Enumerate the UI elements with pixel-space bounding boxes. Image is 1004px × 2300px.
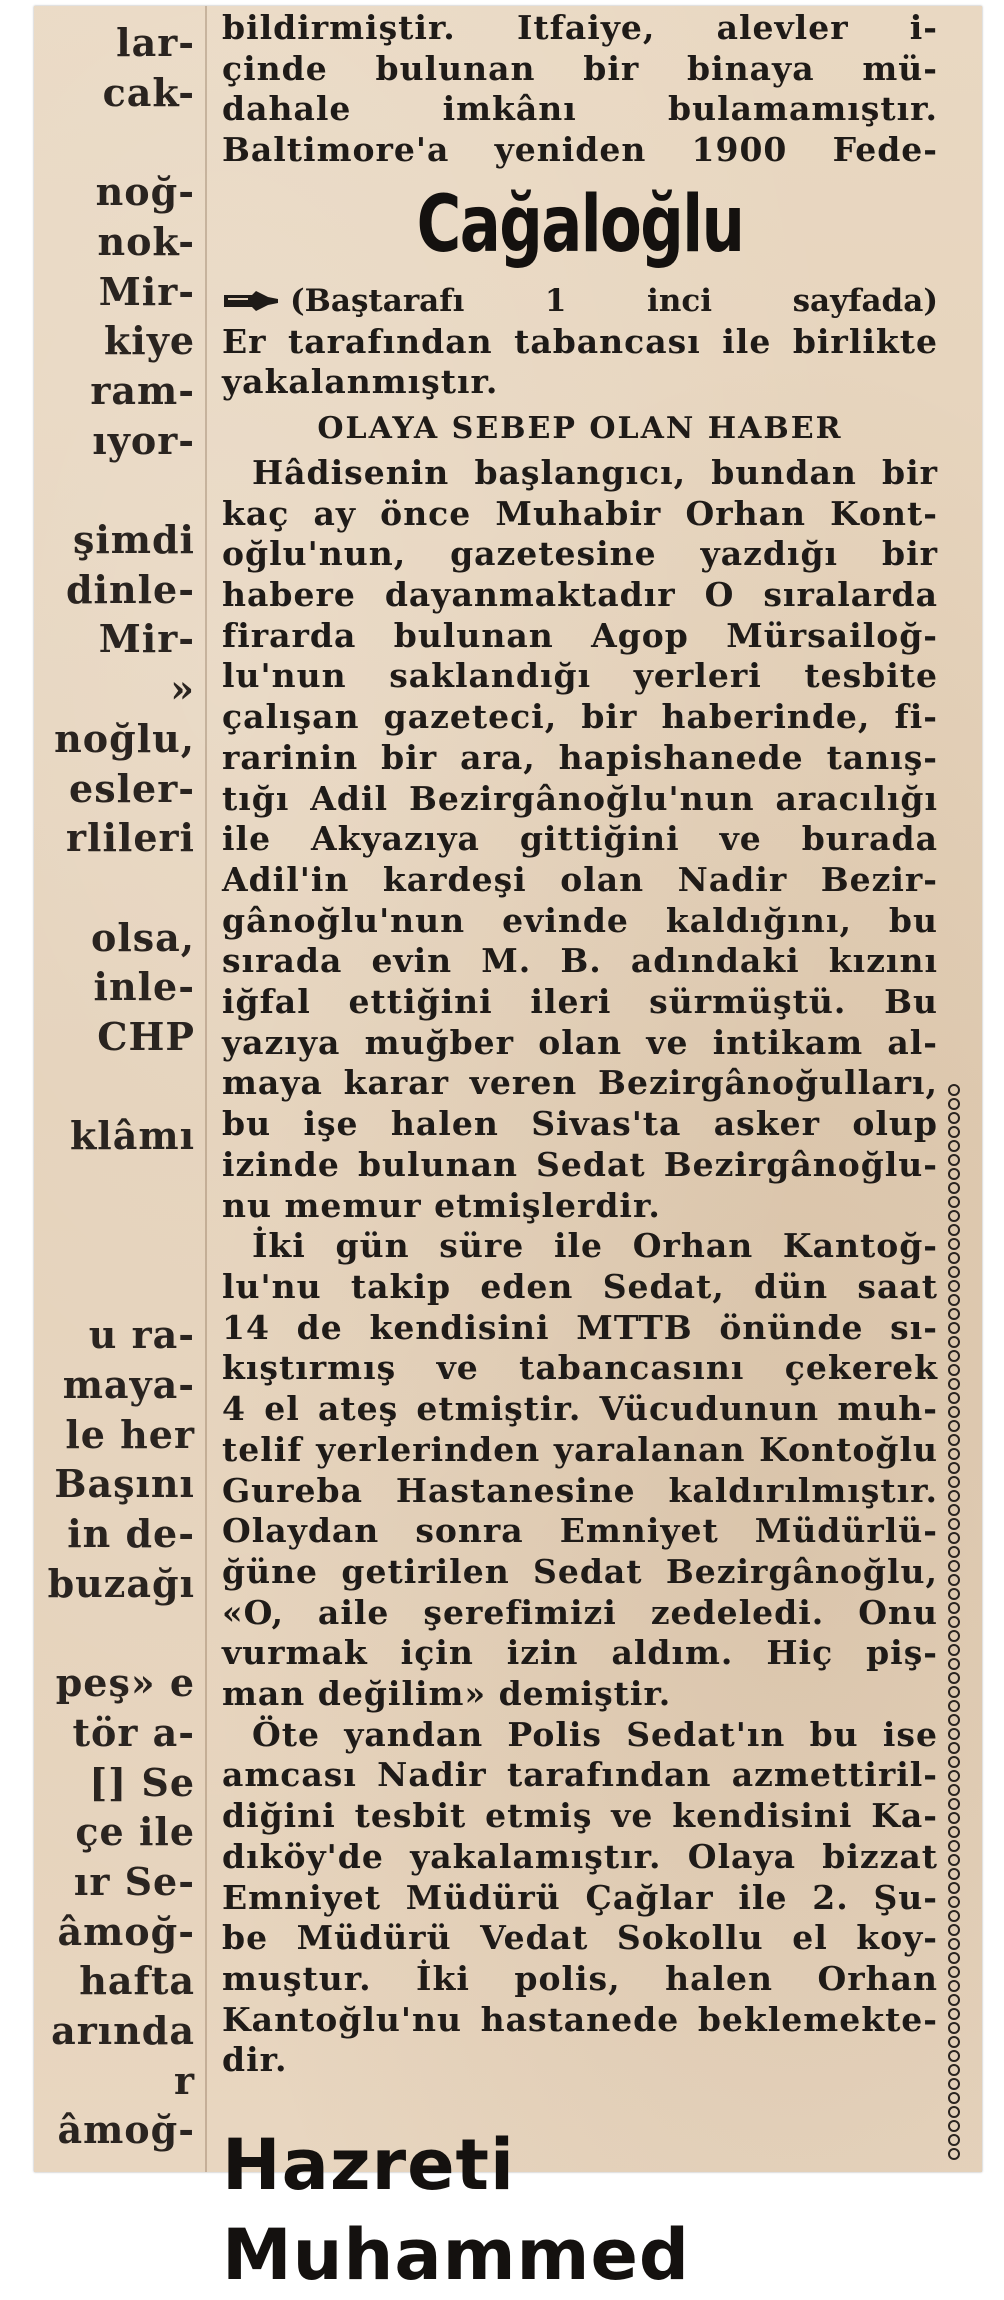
text-line: İki gün süre ile Orhan Kantoğ- — [252, 1226, 938, 1266]
border-ring — [949, 1211, 959, 1221]
border-ring — [949, 1267, 959, 1277]
border-ring — [949, 2051, 959, 2061]
text-line: maya karar veren Bezirgânoğulları, — [222, 1063, 938, 1103]
left-column-line: klâmı — [69, 1113, 195, 1159]
left-column-line: âmoğ- — [57, 1908, 195, 1954]
border-ring — [949, 2065, 959, 2075]
pointing-hand-icon — [222, 289, 280, 313]
border-ring — [949, 2023, 959, 2033]
body-text — [222, 453, 938, 2081]
border-ring — [949, 1519, 959, 1529]
left-column-line: ıyor- — [92, 417, 195, 463]
border-ring — [949, 1183, 959, 1193]
border-ring — [949, 1827, 959, 1837]
left-column-line: çe ile — [75, 1809, 195, 1855]
text-line: bildirmiştir. Itfaiye, alevler i- — [222, 8, 938, 47]
text-line: Olaydan sonra Emniyet Müdürlü- — [222, 1511, 938, 1551]
text-line: vurmak için izin aldım. Hiç piş- — [222, 1633, 938, 1673]
left-column-line: u ra- — [88, 1312, 195, 1358]
border-ring — [949, 1281, 959, 1291]
border-ring — [949, 1225, 959, 1235]
continuation-note — [222, 281, 938, 322]
border-ring — [949, 1239, 959, 1249]
left-column-line: şimdi — [72, 517, 195, 562]
text-line: 14 de kendisini MTTB önünde sı- — [222, 1307, 938, 1347]
left-column-line: noğlu, — [54, 715, 195, 761]
border-ring — [949, 1673, 959, 1683]
border-ring — [949, 1967, 959, 1977]
border-ring — [949, 1729, 959, 1739]
border-ring — [949, 1687, 959, 1697]
left-column-fragment — [0, 6, 205, 2172]
border-ring — [949, 1477, 959, 1487]
left-column-line: âmoğ- — [57, 2107, 195, 2153]
border-ring — [949, 1603, 959, 1613]
left-column-line: esler- — [69, 765, 195, 811]
text-line: iğfal ettiğini ileri sürmüştü. Bu — [222, 982, 938, 1022]
text-line: nu memur etmişlerdir. — [222, 1185, 661, 1225]
bottom-headline: Hazreti Muhammed — [222, 2124, 691, 2296]
text-line: oğlu'nun, gazetesine yazdığı bir — [222, 534, 938, 574]
text-line: Er tarafından tabancası ile birlikte — [222, 321, 938, 361]
border-ring — [949, 1155, 959, 1165]
text-line: telif yerlerinden yaralanan Kontoğlu — [222, 1429, 938, 1469]
border-ring — [949, 1421, 959, 1431]
border-ring — [949, 1169, 959, 1179]
border-ring — [949, 1113, 959, 1123]
text-line: amcası Nadir tarafından azmettiril- — [222, 1755, 938, 1795]
text-line: diğini tesbit etmiş ve kendisini Ka- — [222, 1796, 938, 1836]
text-line: 4 el ateş etmiştir. Vücudunun muh- — [222, 1389, 938, 1429]
border-ring — [949, 2079, 959, 2089]
border-ring — [949, 1925, 959, 1935]
border-ring — [949, 1701, 959, 1711]
text-line: dir. — [222, 2040, 288, 2080]
border-ring — [949, 1785, 959, 1795]
article-top-lines — [222, 8, 938, 171]
left-column-line: buzağı — [47, 1560, 195, 1606]
left-column-line: kiye — [103, 318, 195, 364]
subheading: OLAYA SEBEP OLAN HABER — [317, 410, 843, 446]
border-ring — [949, 1547, 959, 1557]
border-ring — [949, 1617, 959, 1627]
left-column-line: r — [173, 2057, 195, 2103]
border-ring — [949, 2121, 959, 2131]
border-ring — [949, 1491, 959, 1501]
text-line: kaç ay önce Muhabir Orhan Kont- — [222, 493, 938, 533]
text-line: muştur. İki polis, halen Orhan — [222, 1958, 938, 1998]
border-ring — [949, 1715, 959, 1725]
left-column-line: dinle- — [65, 566, 195, 612]
border-ring — [949, 1841, 959, 1851]
border-ring — [949, 1953, 959, 1963]
left-column-line: olsa, — [90, 914, 195, 960]
border-ring — [949, 1869, 959, 1879]
decorative-border — [940, 1080, 968, 2160]
border-ring — [949, 1631, 959, 1641]
border-ring — [949, 1771, 959, 1781]
text-line: Hâdisenin başlangıcı, bundan bir — [252, 452, 938, 492]
border-ring — [949, 2149, 959, 2159]
text-line: «O, aile şerefimizi zedeledi. Onu — [222, 1592, 938, 1632]
left-column-line: rlileri — [66, 815, 195, 861]
border-ring — [949, 1799, 959, 1809]
border-ring — [949, 1337, 959, 1347]
border-ring — [949, 1435, 959, 1445]
border-ring — [949, 1883, 959, 1893]
text-line: lu'nun saklandığı yerleri tesbite — [222, 656, 938, 696]
left-column-line: cak- — [102, 69, 195, 115]
text-line: Baltimore'a yeniden 1900 Fede- — [222, 130, 938, 170]
border-ring — [949, 1897, 959, 1907]
text-line: habere dayanmaktadır O sıralarda — [222, 575, 938, 615]
border-ring — [949, 1911, 959, 1921]
text-line: yazıya muğber olan ve intikam al- — [222, 1022, 938, 1062]
left-column-line: Başını — [54, 1461, 195, 1507]
border-ring — [949, 1309, 959, 1319]
border-ring — [949, 1645, 959, 1655]
text-line: Kantoğlu'nu hastanede beklemekte- — [222, 1999, 938, 2039]
border-ring — [949, 1197, 959, 1207]
border-ring — [949, 1253, 959, 1263]
left-column-line: arında — [51, 2008, 195, 2053]
border-ring — [949, 1533, 959, 1543]
text-line: firarda bulunan Agop Mürsailoğ- — [222, 615, 938, 655]
text-line: man değilim» demiştir. — [222, 1674, 672, 1714]
border-ring — [949, 1757, 959, 1767]
lead-lines — [222, 322, 938, 403]
border-ring — [949, 1463, 959, 1473]
text-line: tığı Adil Bezirgânoğlu'nun aracılığı — [222, 778, 938, 818]
border-ring — [949, 2135, 959, 2145]
text-line: kıştırmış ve tabancasını çekerek — [222, 1348, 938, 1388]
text-line: dıköy'de yakalamıştır. Olaya bizzat — [222, 1836, 938, 1876]
text-line: rarinin bir ara, hapishanede tanış- — [222, 737, 938, 777]
border-ring — [949, 1085, 959, 1095]
headline: Cağaloğlu — [416, 179, 744, 270]
text-line: bu işe halen Sivas'ta asker olup — [222, 1104, 938, 1144]
border-ring — [949, 1659, 959, 1669]
text-line: ile Akyazıya gittiğini ve burada — [222, 819, 938, 859]
left-column-line: Mir- — [98, 616, 195, 662]
left-column-line: tör a- — [72, 1709, 195, 1755]
article — [222, 8, 938, 2081]
border-ring — [949, 2107, 959, 2117]
left-column-line: » — [170, 666, 195, 712]
border-ring — [949, 1505, 959, 1515]
border-ring — [949, 1099, 959, 1109]
border-ring — [949, 1813, 959, 1823]
border-ring — [949, 1323, 959, 1333]
continuation-text: (Baştarafı 1 inci sayfada) — [290, 282, 938, 319]
left-column-line: lar- — [116, 20, 195, 65]
left-column-line: nok- — [97, 218, 195, 264]
border-ring — [949, 1939, 959, 1949]
column-fold — [205, 6, 207, 2172]
text-line: ğüne getirilen Sedat Bezirgânoğlu, — [222, 1551, 938, 1591]
border-ring — [949, 2093, 959, 2103]
border-ring — [949, 1561, 959, 1571]
border-ring — [949, 1365, 959, 1375]
border-ring — [949, 1995, 959, 2005]
border-ring — [949, 1295, 959, 1305]
border-ring — [949, 1407, 959, 1417]
text-line: izinde bulunan Sedat Bezirgânoğlu- — [222, 1144, 938, 1184]
border-ring — [949, 2009, 959, 2019]
text-line: Adil'in kardeşi olan Nadir Bezir- — [222, 859, 938, 899]
border-ring — [949, 1379, 959, 1389]
text-line: Öte yandan Polis Sedat'ın bu ise — [252, 1714, 938, 1754]
left-column-line: Mir- — [98, 268, 195, 314]
left-column-line: ram- — [90, 367, 195, 413]
left-column-line: inle- — [93, 964, 195, 1010]
text-line: çalışan gazeteci, bir haberinde, fi- — [222, 697, 938, 737]
border-ring — [949, 1351, 959, 1361]
left-column-line: peş» e — [55, 1660, 195, 1706]
text-line: sırada evin M. B. adındaki kızını — [222, 941, 938, 981]
left-column-line: noğ- — [95, 169, 195, 215]
left-column-line: [] Se — [89, 1759, 195, 1805]
border-ring — [949, 1589, 959, 1599]
text-line: dahale imkânı bulamamıştır. — [222, 89, 938, 129]
left-column-line: ır Se- — [73, 1858, 195, 1904]
left-column-line: hafta — [79, 1958, 195, 2004]
border-ring — [949, 1575, 959, 1585]
left-column-line: in de- — [67, 1511, 195, 1556]
text-line: Gureba Hastanesine kaldırılmıştır. — [222, 1470, 938, 1510]
text-line: çinde bulunan bir binaya mü- — [222, 48, 938, 88]
border-ring — [949, 1449, 959, 1459]
border-ring — [949, 1141, 959, 1151]
border-ring — [949, 1393, 959, 1403]
text-line: lu'nu takip eden Sedat, dün saat — [222, 1266, 938, 1306]
left-column-line: le her — [65, 1411, 195, 1457]
border-ring — [949, 2037, 959, 2047]
left-column-line: maya- — [62, 1361, 195, 1407]
left-column-line: CHP — [97, 1014, 195, 1059]
border-ring — [949, 1743, 959, 1753]
border-ring — [949, 1127, 959, 1137]
border-ring — [949, 1855, 959, 1865]
text-line: gânoğlu'nun evinde kaldığını, bu — [222, 900, 938, 940]
border-ring — [949, 1981, 959, 1991]
text-line: yakalanmıştır. — [222, 362, 499, 402]
text-line: Emniyet Müdürü Çağlar ile 2. Şu- — [222, 1877, 938, 1917]
text-line: be Müdürü Vedat Sokollu el koy- — [222, 1918, 938, 1958]
